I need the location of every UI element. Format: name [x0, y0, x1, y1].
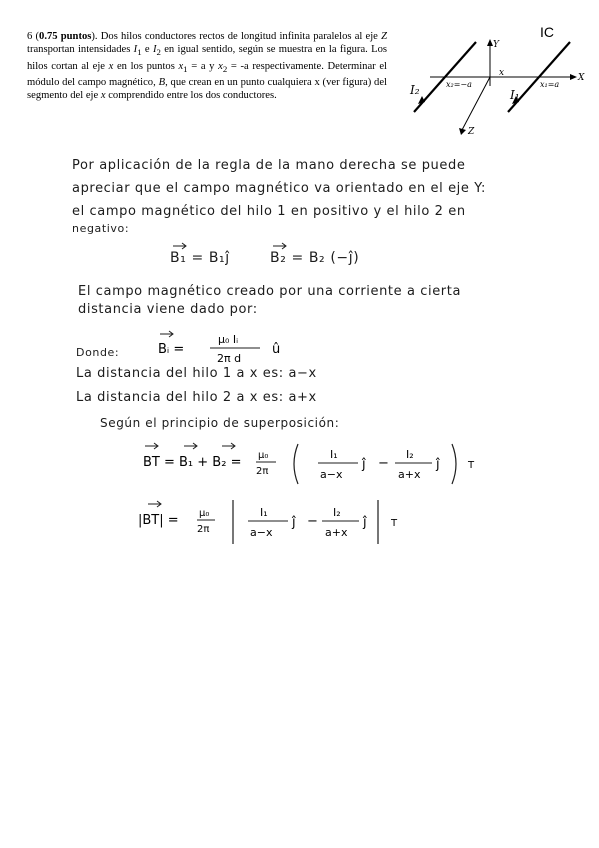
problem-var: x: [108, 60, 114, 72]
minus-sign: −: [307, 514, 318, 529]
bi-numerator: μ₀ Iᵢ: [218, 333, 239, 346]
problem-text: en igual sentido, según se muestra en la figura. Los hilos cortan al eje: [27, 44, 387, 72]
problem-text: en los puntos: [113, 60, 179, 72]
fig-i1-label: I₁: [510, 88, 520, 102]
bi-lhs: Bᵢ =: [158, 342, 185, 357]
fig-z-label: Z: [468, 127, 475, 137]
ic-tag: IC: [540, 24, 554, 40]
j-hat: ĵ: [436, 457, 440, 472]
j-hat: ĵ: [363, 515, 367, 530]
answer-line-7: La distancia del hilo 1 a x es: a−x: [76, 366, 317, 381]
problem-var: x: [100, 90, 106, 102]
problem-statement: 6 (0.75 puntos). Dos hilos conductores rectos de longitud infinita paralelos al eje Z transportan intensidades $I_1$ e $I_2$ en igual sentido, según se muestra en la figura. Los hilos cortan al eje x en los puntos $x_1 = a$ y $x_2 = -a$ respectivamente. Determinar el módulo del campo magnético, B, que crean en un punto cualquiera x (ver figura) del segmento del eje x comprendido entre los dos conductores.: [27, 31, 388, 102]
problem-points: 0.75 puntos: [39, 31, 92, 42]
problem-text: e: [141, 44, 153, 56]
problem-var: x: [178, 60, 184, 72]
j-hat: ĵ: [362, 457, 366, 472]
problem-var: I: [133, 44, 138, 56]
i2-numerator: I₂: [333, 506, 341, 519]
i1-numerator: I₁: [330, 448, 338, 461]
answer-line-8: La distancia del hilo 2 a x es: a+x: [76, 390, 317, 405]
two-pi-denominator: 2π: [256, 466, 269, 477]
equation-b2: B₂ = B₂ (−ĵ): [270, 250, 360, 266]
j-hat: ĵ: [292, 515, 296, 530]
a-plus-x-den: a+x: [398, 468, 421, 481]
mu0-numerator: μ₀: [199, 508, 210, 519]
a-minus-x-den: a−x: [250, 526, 273, 539]
i2-numerator: I₂: [406, 448, 414, 461]
problem-var: I: [152, 44, 157, 56]
problem-var: B: [158, 76, 166, 88]
problem-text: = a: [187, 60, 206, 72]
problem-var: Z: [381, 31, 387, 42]
problem-text: respectivamente. Determinar el módulo del campo magnético,: [27, 60, 387, 88]
figure-wires: [400, 36, 590, 141]
field-formula: [155, 325, 305, 371]
answer-line-9: Según el principio de superposición:: [100, 416, 340, 430]
mu0-numerator: μ₀: [258, 450, 269, 461]
answer-line-3: el campo magnético del hilo 1 en positivo y el hilo 2 en: [72, 204, 466, 219]
a-minus-x-den: a−x: [320, 468, 343, 481]
two-pi-denominator: 2π: [197, 524, 210, 535]
vector-arrows: [170, 240, 360, 252]
problem-text: comprendido entre los dos conductores.: [105, 90, 277, 102]
fig-i2-label: I₂: [410, 83, 420, 97]
answer-line-6: distancia viene dado por:: [78, 302, 258, 317]
a-plus-x-den: a+x: [325, 526, 348, 539]
t-mark: T: [391, 518, 398, 529]
minus-sign: −: [378, 456, 389, 471]
t-mark: T: [468, 460, 475, 471]
answer-line-5: El campo magnético creado por una corriente a cierta: [78, 284, 462, 299]
problem-number: 6: [27, 31, 33, 42]
fig-x-label: X: [578, 73, 585, 83]
answer-line-1: Por aplicación de la regla de la mano derecha se puede: [72, 158, 466, 173]
bt-lhs: BT = B₁ + B₂ =: [143, 455, 242, 470]
fig-y-label: Y: [493, 40, 499, 50]
abs-bt: |BT| =: [138, 513, 179, 528]
fig-x2-label: x₂=−a: [446, 80, 472, 89]
magnitude-formula: [135, 496, 455, 548]
fig-x-point: x: [499, 68, 505, 78]
problem-text: , que crean en un punto cualquiera x (ver figura) del segmento del eje: [27, 76, 388, 102]
superposition-formula: [140, 438, 510, 490]
i1-numerator: I₁: [260, 506, 268, 519]
problem-text: transportan intensidades: [27, 44, 134, 56]
answer-line-4: negativo:: [72, 222, 130, 235]
donde-label: Donde:: [76, 346, 120, 359]
fig-x1-label: x₁=a: [540, 80, 560, 89]
problem-text: ). Dos hilos conductores rectos de longitud infinita paralelos al eje: [91, 31, 382, 42]
bi-denominator: 2π d: [217, 352, 242, 365]
equation-b1: B₁ = B₁ĵ: [170, 250, 230, 266]
problem-text: = -a: [227, 60, 249, 72]
bi-unit-vector: û: [272, 342, 281, 357]
problem-text: y: [205, 60, 219, 72]
problem-var: x: [218, 60, 223, 72]
answer-line-2: apreciar que el campo magnético va orientado en el eje Y:: [72, 181, 487, 196]
